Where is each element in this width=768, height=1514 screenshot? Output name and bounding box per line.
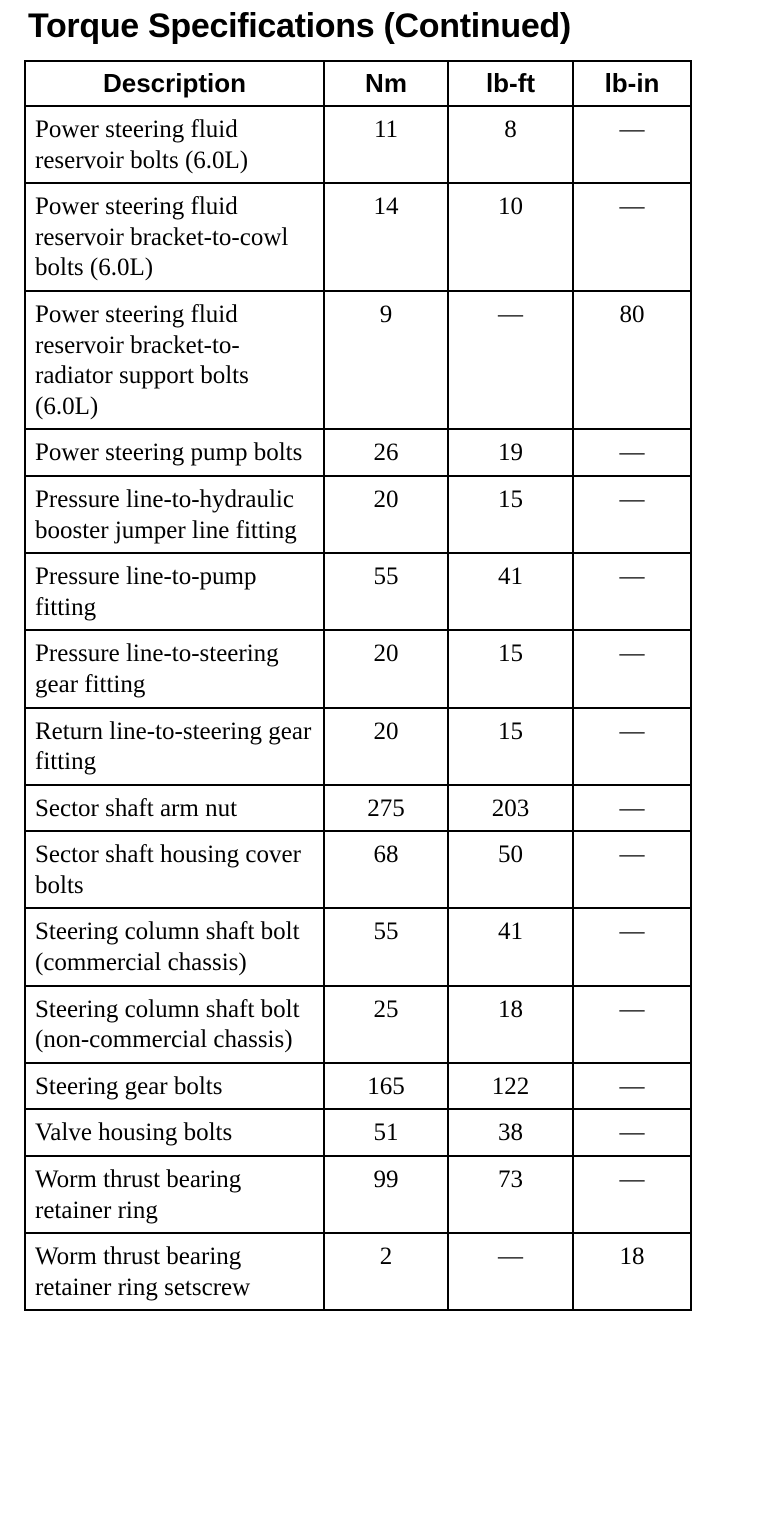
cell-lb-ft: 50: [448, 831, 573, 908]
table-row: [25, 630, 691, 707]
cell-description: Pressure line-to-steering gear fitting: [25, 630, 324, 707]
cell-lb-in: —: [573, 1109, 691, 1156]
cell-nm: 9: [324, 291, 448, 429]
cell-nm: 20: [324, 476, 448, 553]
cell-lb-in: —: [573, 106, 691, 183]
cell-lb-ft: 15: [448, 630, 573, 707]
table-row: [25, 708, 691, 785]
cell-lb-in: —: [573, 986, 691, 1063]
cell-nm: 275: [324, 785, 448, 832]
cell-lb-ft: 18: [448, 986, 573, 1063]
header-description: Description: [25, 61, 324, 106]
cell-lb-in: —: [573, 1063, 691, 1110]
cell-lb-ft: 73: [448, 1156, 573, 1233]
cell-lb-in: —: [573, 429, 691, 476]
cell-lb-ft: 41: [448, 908, 573, 985]
cell-description: Power steering fluid reservoir bracket-to-cowl bolts (6.0L): [25, 183, 324, 291]
cell-nm: 20: [324, 708, 448, 785]
cell-nm: 165: [324, 1063, 448, 1110]
cell-lb-in: 18: [573, 1233, 691, 1310]
cell-lb-in: —: [573, 1156, 691, 1233]
cell-nm: 25: [324, 986, 448, 1063]
cell-description: Worm thrust bearing retainer ring setscrew: [25, 1233, 324, 1310]
cell-lb-ft: 15: [448, 708, 573, 785]
cell-nm: 68: [324, 831, 448, 908]
table-row: [25, 1109, 691, 1156]
page-title: Torque Specifications (Continued): [28, 7, 571, 45]
table-row: [25, 986, 691, 1063]
cell-lb-ft: —: [448, 1233, 573, 1310]
cell-lb-in: 80: [573, 291, 691, 429]
cell-lb-ft: 38: [448, 1109, 573, 1156]
cell-lb-in: —: [573, 708, 691, 785]
cell-lb-in: —: [573, 183, 691, 291]
cell-nm: 14: [324, 183, 448, 291]
cell-nm: 20: [324, 630, 448, 707]
table-row: [25, 1063, 691, 1110]
torque-spec-table: [24, 60, 692, 1311]
cell-nm: 11: [324, 106, 448, 183]
header-lb-in: lb-in: [573, 61, 691, 106]
cell-nm: 26: [324, 429, 448, 476]
header-nm: Nm: [324, 61, 448, 106]
cell-description: Sector shaft arm nut: [25, 785, 324, 832]
cell-description: Steering gear bolts: [25, 1063, 324, 1110]
cell-description: Valve housing bolts: [25, 1109, 324, 1156]
header-lb-ft: lb-ft: [448, 61, 573, 106]
cell-lb-in: —: [573, 476, 691, 553]
cell-nm: 51: [324, 1109, 448, 1156]
table-row: [25, 1156, 691, 1233]
cell-description: Sector shaft housing cover bolts: [25, 831, 324, 908]
table-row: [25, 908, 691, 985]
table-row: [25, 183, 691, 291]
cell-description: Return line-to-steering gear fitting: [25, 708, 324, 785]
cell-description: Worm thrust bearing retainer ring: [25, 1156, 324, 1233]
cell-nm: 99: [324, 1156, 448, 1233]
table-header-row: [25, 61, 691, 106]
table-row: [25, 291, 691, 429]
cell-lb-ft: 10: [448, 183, 573, 291]
cell-description: Steering column shaft bolt (non-commercial chassis): [25, 986, 324, 1063]
cell-lb-ft: 122: [448, 1063, 573, 1110]
cell-description: Pressure line-to-hydraulic booster jumper line fitting: [25, 476, 324, 553]
table-row: [25, 476, 691, 553]
cell-lb-ft: 41: [448, 553, 573, 630]
table-row: [25, 1233, 691, 1310]
table-row: [25, 106, 691, 183]
cell-nm: 55: [324, 908, 448, 985]
cell-description: Power steering fluid reservoir bolts (6.0L): [25, 106, 324, 183]
cell-description: Power steering fluid reservoir bracket-to-radiator support bolts (6.0L): [25, 291, 324, 429]
table-row: [25, 831, 691, 908]
cell-description: Pressure line-to-pump fitting: [25, 553, 324, 630]
cell-lb-ft: 8: [448, 106, 573, 183]
cell-lb-ft: —: [448, 291, 573, 429]
table-row: [25, 553, 691, 630]
cell-lb-in: —: [573, 785, 691, 832]
cell-lb-in: —: [573, 908, 691, 985]
cell-lb-ft: 19: [448, 429, 573, 476]
cell-lb-in: —: [573, 831, 691, 908]
table-row: [25, 785, 691, 832]
cell-lb-in: —: [573, 630, 691, 707]
cell-nm: 55: [324, 553, 448, 630]
cell-lb-ft: 203: [448, 785, 573, 832]
cell-lb-ft: 15: [448, 476, 573, 553]
cell-nm: 2: [324, 1233, 448, 1310]
table-row: [25, 429, 691, 476]
cell-lb-in: —: [573, 553, 691, 630]
cell-description: Power steering pump bolts: [25, 429, 324, 476]
cell-description: Steering column shaft bolt (commercial chassis): [25, 908, 324, 985]
